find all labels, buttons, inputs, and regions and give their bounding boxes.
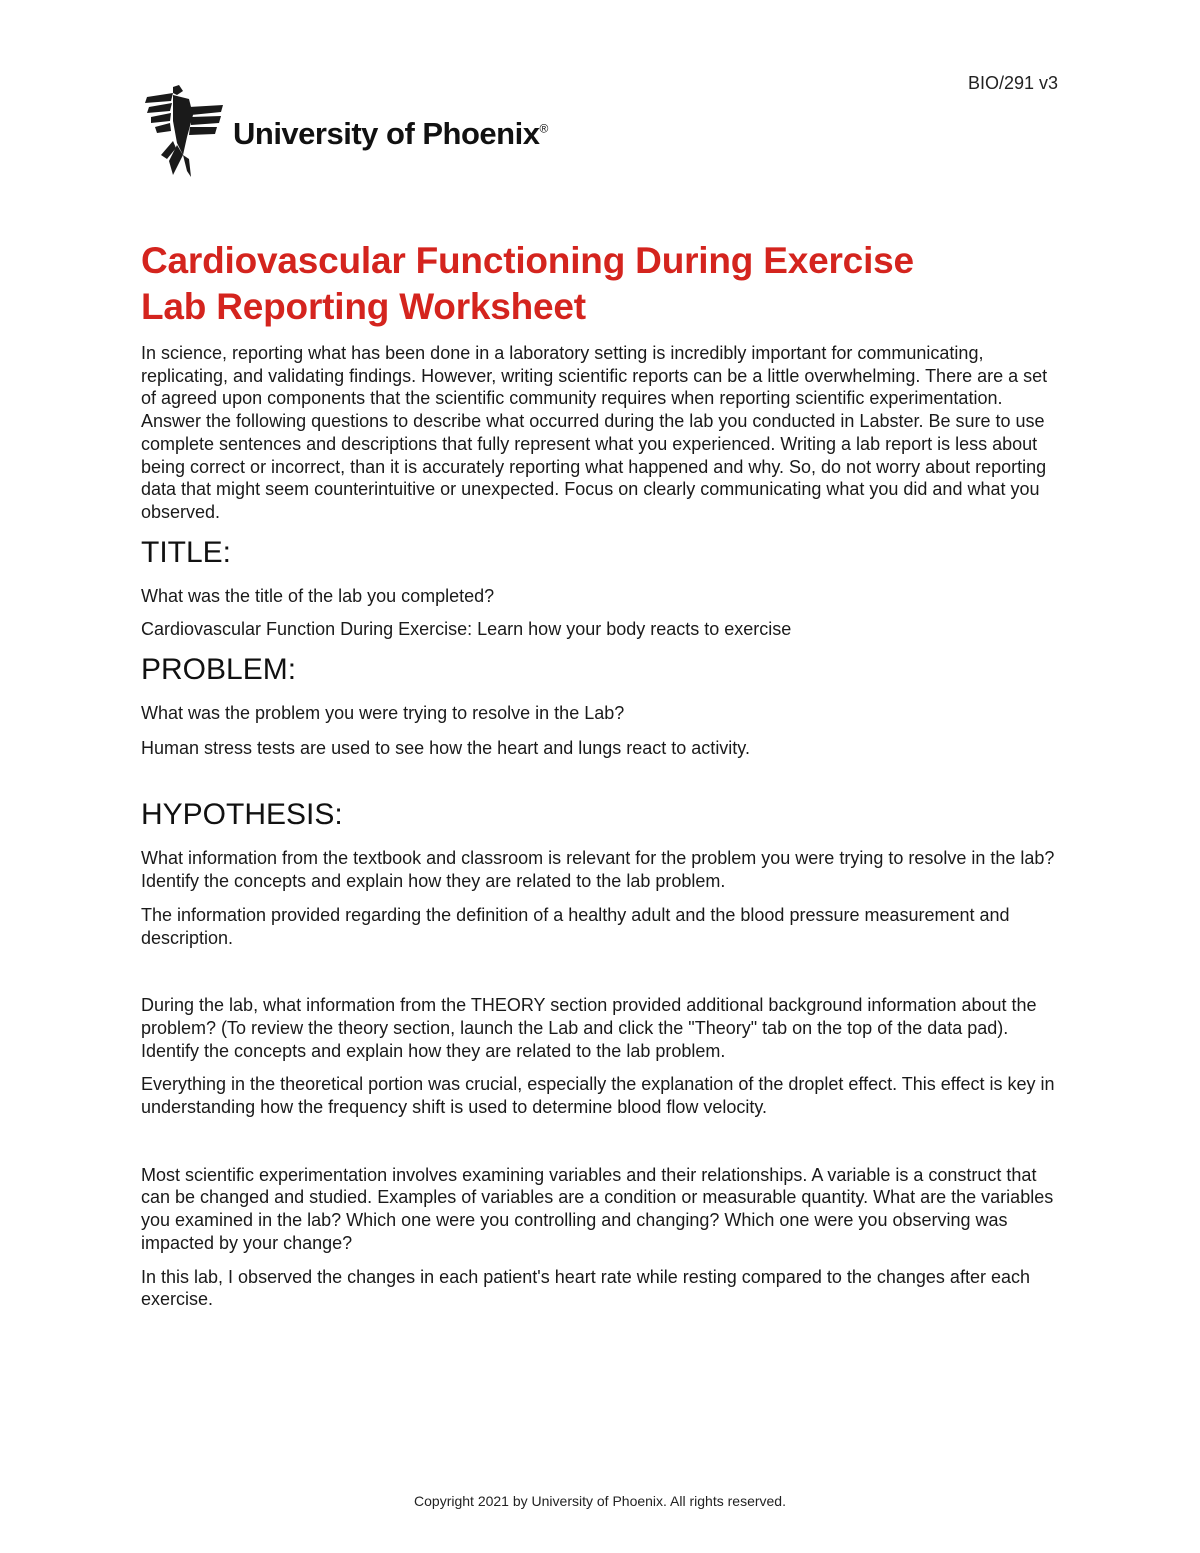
- hypothesis-question-1: What information from the textbook and classroom is relevant for the problem you were trying to resolve in the lab? Identify the concepts and explain how they are related to the lab problem.: [141, 848, 1055, 892]
- problem-answer: Human stress tests are used to see how the heart and lungs react to activity.: [141, 737, 750, 758]
- title-line-2: Lab Reporting Worksheet: [141, 286, 586, 327]
- title-question: What was the title of the lab you completed?: [141, 585, 495, 606]
- hypothesis-answer-1: The information provided regarding the definition of a healthy adult and the blood pressure measurement and description.: [141, 904, 1010, 948]
- hypothesis-question-2: During the lab, what information from the THEORY section provided additional background information about the problem? (To review the theory section, launch the Lab and click the "Theory" tab on the top of the data pad). Identify the concepts and explain how they are related to the lab problem.: [141, 995, 1037, 1061]
- title-section-heading: TITLE:: [141, 535, 232, 569]
- course-code: BIO/291 v3: [967, 73, 1058, 93]
- hypothesis-answer-2: Everything in the theoretical portion was crucial, especially the explanation of the droplet effect. This effect is key in understanding how the frequency shift is used to determine blood flow velocity.: [141, 1074, 1055, 1118]
- copyright-footer: Copyright 2021 by University of Phoenix. All rights reserved.: [414, 1493, 786, 1509]
- problem-section-heading: PROBLEM:: [141, 653, 297, 687]
- page-title: [141, 238, 1066, 330]
- problem-question: What was the problem you were trying to resolve in the Lab?: [141, 703, 625, 724]
- hypothesis-question-3: Most scientific experimentation involves examining variables and their relationships. A variable is a construct that can be changed and studied. Examples of variables are a condition or measurable quantity. What are the variables you examined in the lab? Which one were you controlling and changing? Which one were you observing was impacted by your change?: [141, 1164, 1054, 1253]
- hypothesis-answer-3: In this lab, I observed the changes in each patient's heart rate while resting compared to the changes after each exercise.: [141, 1266, 1030, 1310]
- intro-paragraph: In science, reporting what has been done in a laboratory setting is incredibly important for communicating, replicating, and validating findings. However, writing scientific reports can be a little overwhelming. There are a set of agreed upon components that the scientific community requires when reporting scientific experimentation. Answer the following questions to describe what occurred during the lab you conducted in Labster. Be sure to use complete sentences and descriptions that fully represent what you experienced. Writing a lab report is less about being correct or incorrect, than it is accurately reporting what happened and why. So, do not worry about reporting data that might seem counterintuitive or unexpected. Focus on clearly communicating what you did and what you observed.: [141, 343, 1048, 522]
- university-logo: [143, 85, 548, 177]
- hypothesis-section-heading: HYPOTHESIS:: [141, 798, 343, 832]
- worksheet-content: [141, 238, 1066, 1311]
- title-line-1: Cardiovascular Functioning During Exercise: [141, 240, 914, 281]
- phoenix-bird-icon: [143, 85, 223, 177]
- logo-wordmark: University of Phoenix®: [233, 116, 548, 151]
- title-answer: Cardiovascular Function During Exercise: Learn how your body reacts to exercise: [141, 619, 792, 640]
